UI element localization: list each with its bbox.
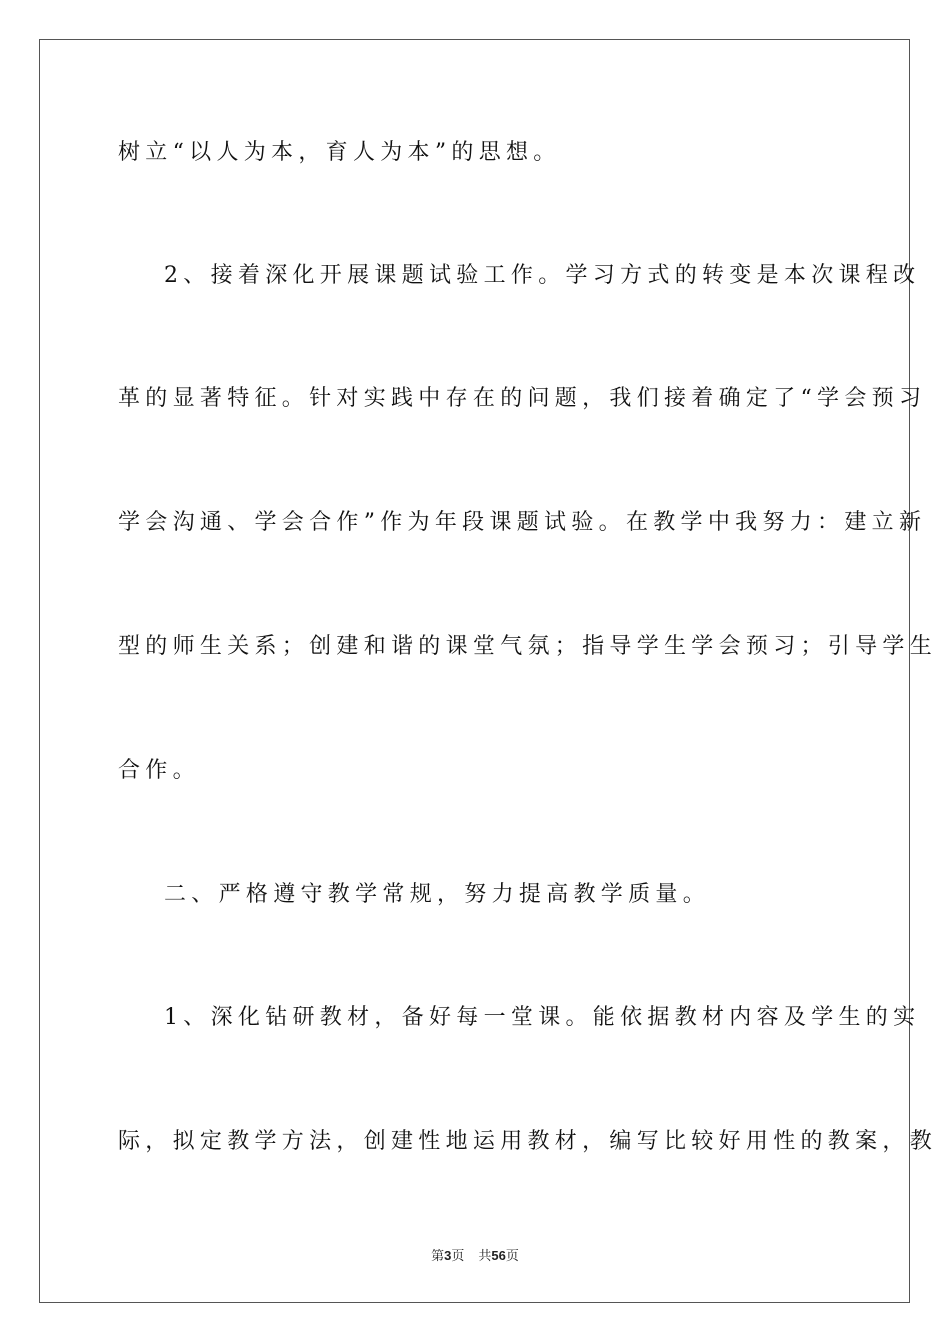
total-prefix: 共	[478, 1249, 492, 1264]
text-line: 2、接着深化开展课题试验工作。学习方式的转变是本次课程改	[164, 263, 921, 288]
text-line: 学会沟通、学会合作”作为年段课题试验。在教学中我努力：建立新	[118, 510, 927, 535]
page-number: 3	[444, 1248, 452, 1263]
page-prefix: 第	[431, 1249, 445, 1264]
text-line: 合作。	[118, 758, 200, 783]
total-pages: 56	[491, 1248, 506, 1263]
section-heading: 二、严格遵守教学常规，努力提高教学质量。	[164, 882, 711, 907]
total-suffix: 页	[505, 1249, 519, 1264]
text-line: 型的师生关系；创建和谐的课堂气氛；指导学生学会预习；引导学生	[118, 634, 938, 659]
page-suffix: 页	[451, 1249, 465, 1264]
page-border	[39, 39, 938, 1303]
page-footer	[0, 1247, 950, 1266]
text-line: 1、深化钻研教材，备好每一堂课。能依据教材内容及学生的实	[164, 1005, 921, 1030]
text-line: 际，拟定教学方法，创建性地运用教材，编写比较好用性的教案，教	[118, 1129, 938, 1154]
text-line: 树立“以人为本，育人为本”的思想。	[118, 140, 561, 165]
text-line: 革的显著特征。针对实践中存在的问题，我们接着确定了“学会预习	[118, 386, 927, 411]
